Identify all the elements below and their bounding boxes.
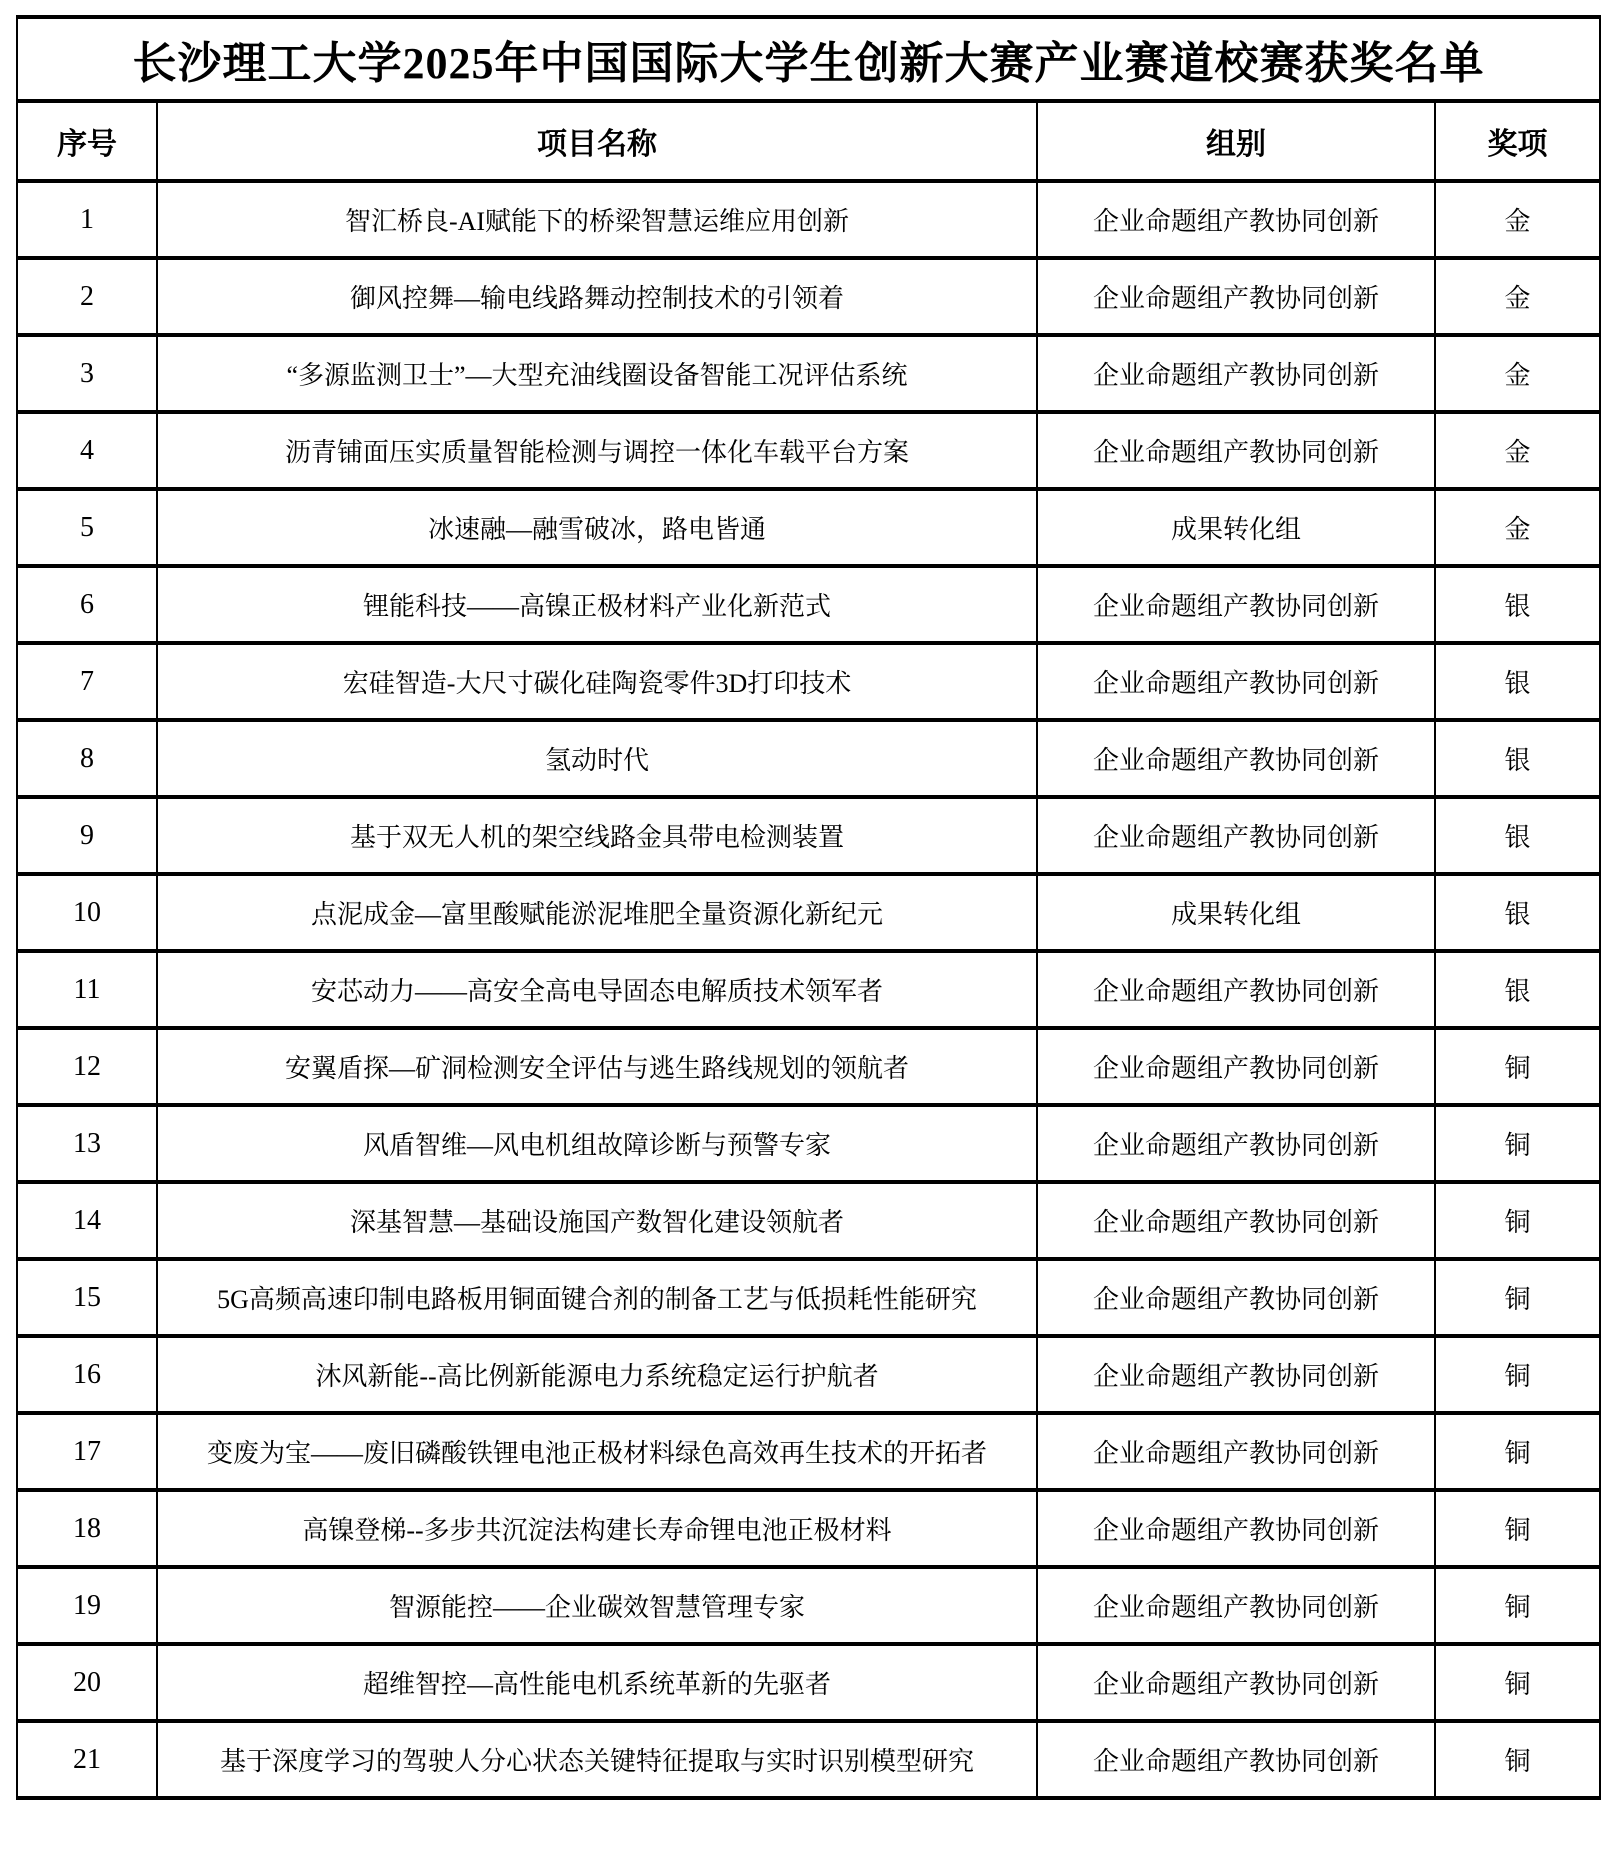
award-cell: 铜 (1435, 1259, 1600, 1336)
row-number-cell: 17 (17, 1413, 157, 1490)
table-row (17, 1336, 1600, 1413)
group-cell: 企业命题组产教协同创新 (1037, 1413, 1435, 1490)
project-name-cell: 基于深度学习的驾驶人分心状态关键特征提取与实时识别模型研究 (157, 1721, 1037, 1798)
table-row (17, 643, 1600, 720)
table-row (17, 1259, 1600, 1336)
award-cell: 金 (1435, 181, 1600, 258)
table-row (17, 1028, 1600, 1105)
group-cell: 企业命题组产教协同创新 (1037, 720, 1435, 797)
table-row (17, 566, 1600, 643)
project-name-cell: 5G高频高速印制电路板用铜面键合剂的制备工艺与低损耗性能研究 (157, 1259, 1037, 1336)
row-number-cell: 7 (17, 643, 157, 720)
row-number-cell: 3 (17, 335, 157, 412)
project-name-cell: 深基智慧—基础设施国产数智化建设领航者 (157, 1182, 1037, 1259)
project-name-cell: 沐风新能--高比例新能源电力系统稳定运行护航者 (157, 1336, 1037, 1413)
award-cell: 银 (1435, 797, 1600, 874)
group-cell: 企业命题组产教协同创新 (1037, 1028, 1435, 1105)
group-cell: 企业命题组产教协同创新 (1037, 335, 1435, 412)
group-cell: 企业命题组产教协同创新 (1037, 1644, 1435, 1721)
award-cell: 铜 (1435, 1182, 1600, 1259)
award-cell: 铜 (1435, 1336, 1600, 1413)
page-title: 长沙理工大学2025年中国国际大学生创新大赛产业赛道校赛获奖名单 (17, 17, 1600, 101)
group-cell: 企业命题组产教协同创新 (1037, 1105, 1435, 1182)
column-header-no: 序号 (17, 101, 157, 181)
table-row (17, 412, 1600, 489)
group-cell: 企业命题组产教协同创新 (1037, 1259, 1435, 1336)
row-number-cell: 11 (17, 951, 157, 1028)
row-number-cell: 5 (17, 489, 157, 566)
row-number-cell: 2 (17, 258, 157, 335)
row-number-cell: 18 (17, 1490, 157, 1567)
award-cell: 金 (1435, 412, 1600, 489)
project-name-cell: 变废为宝——废旧磷酸铁锂电池正极材料绿色高效再生技术的开拓者 (157, 1413, 1037, 1490)
table-title-row (17, 17, 1600, 101)
award-cell: 银 (1435, 951, 1600, 1028)
group-cell: 企业命题组产教协同创新 (1037, 1182, 1435, 1259)
table-row (17, 720, 1600, 797)
table-row (17, 1644, 1600, 1721)
project-name-cell: 锂能科技——高镍正极材料产业化新范式 (157, 566, 1037, 643)
group-cell: 企业命题组产教协同创新 (1037, 412, 1435, 489)
award-cell: 金 (1435, 258, 1600, 335)
group-cell: 企业命题组产教协同创新 (1037, 1336, 1435, 1413)
project-name-cell: 智汇桥良-AI赋能下的桥梁智慧运维应用创新 (157, 181, 1037, 258)
table-row (17, 181, 1600, 258)
row-number-cell: 12 (17, 1028, 157, 1105)
award-cell: 金 (1435, 489, 1600, 566)
project-name-cell: 点泥成金—富里酸赋能淤泥堆肥全量资源化新纪元 (157, 874, 1037, 951)
row-number-cell: 4 (17, 412, 157, 489)
table-body (17, 181, 1600, 1798)
project-name-cell: 超维智控—高性能电机系统革新的先驱者 (157, 1644, 1037, 1721)
project-name-cell: 氢动时代 (157, 720, 1037, 797)
project-name-cell: 高镍登梯--多步共沉淀法构建长寿命锂电池正极材料 (157, 1490, 1037, 1567)
row-number-cell: 14 (17, 1182, 157, 1259)
group-cell: 企业命题组产教协同创新 (1037, 1567, 1435, 1644)
table-row (17, 874, 1600, 951)
award-cell: 铜 (1435, 1567, 1600, 1644)
table-row (17, 489, 1600, 566)
award-cell: 铜 (1435, 1028, 1600, 1105)
table-row (17, 1182, 1600, 1259)
project-name-cell: 智源能控——企业碳效智慧管理专家 (157, 1567, 1037, 1644)
table-row (17, 1490, 1600, 1567)
project-name-cell: 基于双无人机的架空线路金具带电检测装置 (157, 797, 1037, 874)
table-row (17, 1105, 1600, 1182)
row-number-cell: 19 (17, 1567, 157, 1644)
row-number-cell: 20 (17, 1644, 157, 1721)
column-header-project: 项目名称 (157, 101, 1037, 181)
table-row (17, 258, 1600, 335)
group-cell: 企业命题组产教协同创新 (1037, 643, 1435, 720)
group-cell: 企业命题组产教协同创新 (1037, 181, 1435, 258)
table-row (17, 797, 1600, 874)
project-name-cell: 沥青铺面压实质量智能检测与调控一体化车载平台方案 (157, 412, 1037, 489)
group-cell: 企业命题组产教协同创新 (1037, 797, 1435, 874)
project-name-cell: 宏硅智造-大尺寸碳化硅陶瓷零件3D打印技术 (157, 643, 1037, 720)
row-number-cell: 13 (17, 1105, 157, 1182)
award-cell: 铜 (1435, 1413, 1600, 1490)
award-cell: 金 (1435, 335, 1600, 412)
group-cell: 成果转化组 (1037, 874, 1435, 951)
table-header-row (17, 101, 1600, 181)
project-name-cell: “多源监测卫士”—大型充油线圈设备智能工况评估系统 (157, 335, 1037, 412)
row-number-cell: 21 (17, 1721, 157, 1798)
project-name-cell: 安翼盾探—矿洞检测安全评估与逃生路线规划的领航者 (157, 1028, 1037, 1105)
award-table (16, 15, 1601, 1800)
row-number-cell: 6 (17, 566, 157, 643)
row-number-cell: 1 (17, 181, 157, 258)
group-cell: 企业命题组产教协同创新 (1037, 1721, 1435, 1798)
table-row (17, 335, 1600, 412)
table-row (17, 1413, 1600, 1490)
group-cell: 企业命题组产教协同创新 (1037, 566, 1435, 643)
column-header-award: 奖项 (1435, 101, 1600, 181)
table-row (17, 1721, 1600, 1798)
project-name-cell: 安芯动力——高安全高电导固态电解质技术领军者 (157, 951, 1037, 1028)
project-name-cell: 御风控舞—输电线路舞动控制技术的引领着 (157, 258, 1037, 335)
project-name-cell: 冰速融—融雪破冰，路电皆通 (157, 489, 1037, 566)
award-cell: 铜 (1435, 1105, 1600, 1182)
group-cell: 企业命题组产教协同创新 (1037, 1490, 1435, 1567)
award-cell: 铜 (1435, 1490, 1600, 1567)
project-name-cell: 风盾智维—风电机组故障诊断与预警专家 (157, 1105, 1037, 1182)
row-number-cell: 9 (17, 797, 157, 874)
group-cell: 企业命题组产教协同创新 (1037, 951, 1435, 1028)
award-cell: 银 (1435, 720, 1600, 797)
row-number-cell: 15 (17, 1259, 157, 1336)
row-number-cell: 10 (17, 874, 157, 951)
table-row (17, 951, 1600, 1028)
row-number-cell: 16 (17, 1336, 157, 1413)
column-header-group: 组别 (1037, 101, 1435, 181)
table-row (17, 1567, 1600, 1644)
group-cell: 企业命题组产教协同创新 (1037, 258, 1435, 335)
row-number-cell: 8 (17, 720, 157, 797)
group-cell: 成果转化组 (1037, 489, 1435, 566)
award-cell: 银 (1435, 566, 1600, 643)
award-cell: 铜 (1435, 1644, 1600, 1721)
award-cell: 铜 (1435, 1721, 1600, 1798)
award-cell: 银 (1435, 874, 1600, 951)
award-cell: 银 (1435, 643, 1600, 720)
